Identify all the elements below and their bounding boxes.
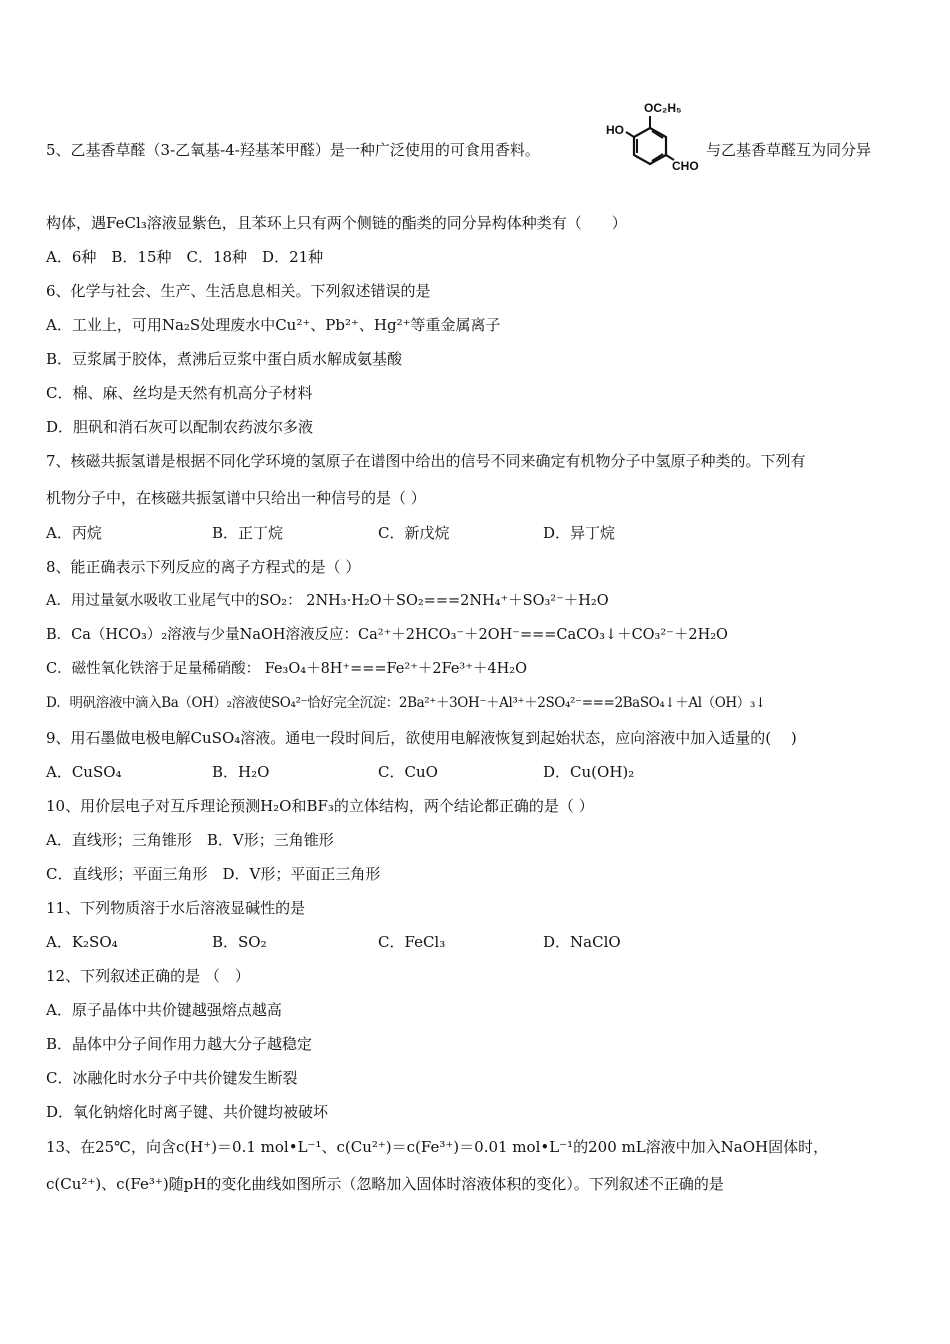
q13-stem-line2: c(Cu²⁺)、c(Fe³⁺)随pH的变化曲线如图所示（忽略加入固体时溶液体积的变化）。下列叙述不正确的是 xyxy=(46,1175,724,1193)
q11-option-a: A．K₂SO₄ xyxy=(46,933,118,951)
oc2h5-label: OC₂H₅ xyxy=(644,101,682,115)
q11-option-d: D．NaClO xyxy=(543,933,621,951)
q5-stem-line1: 5、乙基香草醛（3-乙氧基-4-羟基苯甲醛）是一种广泛使用的可食用香料。 xyxy=(46,141,540,159)
q7-option-c: C．新戊烷 xyxy=(378,524,450,542)
q9-option-a: A．CuSO₄ xyxy=(46,763,122,781)
q7-stem-line1: 7、核磁共振氢谱是根据不同化学环境的氢原子在谱图中给出的信号不同来确定有机物分子中氢原子种类的。下列有 xyxy=(46,452,806,470)
q9-option-c: C．CuO xyxy=(378,763,438,781)
q6-option-b: B．豆浆属于胶体，煮沸后豆浆中蛋白质水解成氨基酸 xyxy=(46,350,403,368)
q12-option-d: D．氧化钠熔化时离子键、共价键均被破坏 xyxy=(46,1103,329,1121)
q10-options-ab: A．直线形；三角锥形 B．V形；三角锥形 xyxy=(46,831,334,849)
q10-options-cd: C．直线形；平面三角形 D．V形；平面正三角形 xyxy=(46,865,381,883)
q12-option-c: C．冰融化时水分子中共价键发生断裂 xyxy=(46,1069,298,1087)
q10-stem: 10、用价层电子对互斥理论预测H₂O和BF₃的立体结构，两个结论都正确的是（ ） xyxy=(46,797,594,815)
q7-option-a: A．丙烷 xyxy=(46,524,102,542)
q5-stem-line1-tail: 与乙基香草醛互为同分异 xyxy=(706,141,872,159)
q9-stem: 9、用石墨做电极电解CuSO₄溶液。通电一段时间后，欲使用电解液恢复到起始状态，应向溶液中加入适量的( ) xyxy=(46,729,797,747)
q6-option-d: D．胆矾和消石灰可以配制农药波尔多液 xyxy=(46,418,314,436)
q5-options: A．6种 B．15种 C．18种 D．21种 xyxy=(46,248,324,266)
q6-option-c: C．棉、麻、丝均是天然有机高分子材料 xyxy=(46,384,313,402)
q12-stem: 12、下列叙述正确的是 （ ） xyxy=(46,967,250,985)
q7-option-b: B．正丁烷 xyxy=(212,524,284,542)
q11-option-b: B．SO₂ xyxy=(212,933,267,951)
q8-stem: 8、能正确表示下列反应的离子方程式的是（ ） xyxy=(46,558,361,576)
q12-option-a: A．原子晶体中共价键越强熔点越高 xyxy=(46,1001,282,1019)
q11-stem: 11、下列物质溶于水后溶液显碱性的是 xyxy=(46,899,306,917)
q13-stem-line1: 13、在25℃，向含c(H⁺)＝0.1 mol•L⁻¹、c(Cu²⁺)＝c(Fe³⁺)＝0.01 mol•L⁻¹的200 mL溶液中加入NaOH固体时， xyxy=(46,1138,829,1156)
q6-option-a: A．工业上，可用Na₂S处理废水中Cu²⁺、Pb²⁺、Hg²⁺等重金属离子 xyxy=(46,316,501,334)
q8-option-a: A．用过量氨水吸收工业尾气中的SO₂： 2NH₃·H₂O＋SO₂===2NH₄⁺＋SO₃²⁻＋H₂O xyxy=(46,593,609,609)
q8-option-d: D．明矾溶液中滴入Ba（OH）₂溶液使SO₄²⁻恰好完全沉淀：2Ba²⁺＋3OH⁻＋Al³⁺＋2SO₄²⁻===2BaSO₄↓＋Al（OH）₃↓ xyxy=(46,695,766,711)
ho-label: HO xyxy=(606,123,624,137)
cho-label: CHO xyxy=(672,159,699,173)
q7-stem-line2: 机物分子中，在核磁共振氢谱中只给出一种信号的是（ ） xyxy=(46,489,426,507)
q8-option-b: B．Ca（HCO₃）₂溶液与少量NaOH溶液反应：Ca²⁺＋2HCO₃⁻＋2OH⁻===CaCO₃↓＋CO₃²⁻＋2H₂O xyxy=(46,627,728,643)
q12-option-b: B．晶体中分子间作用力越大分子越稳定 xyxy=(46,1035,313,1053)
q6-stem: 6、化学与社会、生产、生活息息相关。下列叙述错误的是 xyxy=(46,282,431,300)
q7-option-d: D．异丁烷 xyxy=(543,524,616,542)
ethyl-vanillin-structure-icon xyxy=(604,98,699,182)
q8-option-c: C．磁性氧化铁溶于足量稀硝酸： Fe₃O₄＋8H⁺===Fe²⁺＋2Fe³⁺＋4H₂O xyxy=(46,661,527,677)
q5-stem-line2: 构体，遇FeCl₃溶液显紫色，且苯环上只有两个侧链的酯类的同分异构体种类有（ ） xyxy=(46,214,627,232)
q9-option-d: D．Cu(OH)₂ xyxy=(543,763,635,781)
q11-option-c: C．FeCl₃ xyxy=(378,933,446,951)
q9-option-b: B．H₂O xyxy=(212,763,270,781)
